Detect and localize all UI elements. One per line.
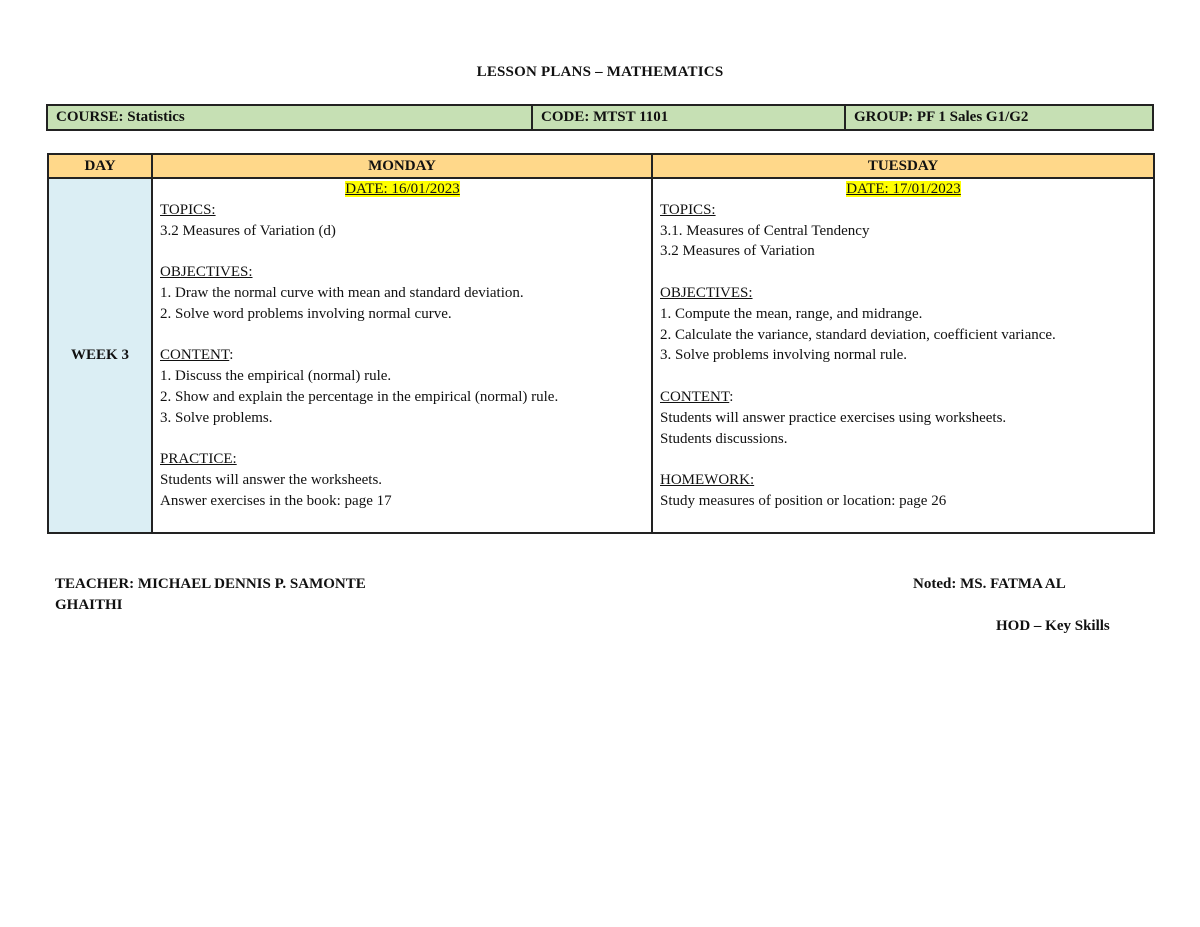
tuesday-topics-heading: TOPICS: bbox=[660, 201, 716, 218]
teacher-name: TEACHER: MICHAEL DENNIS P. SAMONTE bbox=[55, 576, 366, 592]
tuesday-topic-item: 3.1. Measures of Central Tendency bbox=[660, 222, 870, 239]
monday-objectives-heading: OBJECTIVES: bbox=[160, 264, 253, 281]
week-label: WEEK 3 bbox=[48, 178, 152, 533]
tuesday-homework-item: Study measures of position or location: page 26 bbox=[660, 492, 947, 509]
tuesday-objective-item: 1. Compute the mean, range, and midrange. bbox=[660, 305, 923, 322]
monday-objective-item: 2. Solve word problems involving normal curve. bbox=[160, 305, 452, 322]
monday-content-item: 1. Discuss the empirical (normal) rule. bbox=[160, 368, 392, 385]
monday-content-item: 3. Solve problems. bbox=[160, 409, 273, 426]
monday-objective-item: 1. Draw the normal curve with mean and standard deviation. bbox=[160, 284, 524, 301]
monday-content-item: 2. Show and explain the percentage in the empirical (normal) rule. bbox=[160, 388, 559, 405]
group-cell: GROUP: PF 1 Sales G1/G2 bbox=[845, 105, 1153, 130]
course-info-table bbox=[46, 104, 1154, 131]
tuesday-date: DATE: 17/01/2023 bbox=[846, 181, 961, 197]
tuesday-topic-item: 3.2 Measures of Variation bbox=[660, 243, 815, 260]
document-title: LESSON PLANS – MATHEMATICS bbox=[476, 64, 724, 80]
tuesday-content-item: Students will answer practice exercises using worksheets. bbox=[660, 409, 1007, 426]
header-tuesday: TUESDAY bbox=[652, 154, 1154, 178]
course-cell: COURSE: Statistics bbox=[47, 105, 532, 130]
monday-topics-heading: TOPICS: bbox=[160, 201, 216, 218]
code-cell: CODE: MTST 1101 bbox=[532, 105, 845, 130]
tuesday-cell: DATE: 17/01/2023 TOPICS: 3.1. Measures of Central Tendency 3.2 Measures of Variation OBJECTIVES: 1. Compute the mean, range, and midrange. 2. Calculate the variance, standard deviation, coefficient variance. 3. Solve problems involving normal rule. CONTENT: Students will answer practice exercises using worksheets. Students discussions. HOMEWORK: Study measures of position or location: page 26 bbox=[652, 178, 1154, 533]
header-day: DAY bbox=[48, 154, 152, 178]
header-monday: MONDAY bbox=[152, 154, 652, 178]
monday-content-heading: CONTENT bbox=[160, 347, 230, 364]
tuesday-homework-heading: HOMEWORK: bbox=[660, 472, 755, 489]
hod-title: HOD – Key Skills bbox=[996, 618, 1110, 634]
monday-practice-item: Answer exercises in the book: page 17 bbox=[160, 492, 392, 509]
tuesday-objective-item: 2. Calculate the variance, standard deviation, coefficient variance. bbox=[660, 326, 1056, 343]
monday-topic-item: 3.2 Measures of Variation (d) bbox=[160, 222, 336, 239]
lesson-plan-table bbox=[47, 153, 1155, 534]
monday-date: DATE: 16/01/2023 bbox=[345, 181, 460, 197]
monday-practice-item: Students will answer the worksheets. bbox=[160, 472, 383, 489]
tuesday-content-heading: CONTENT bbox=[660, 388, 730, 405]
tuesday-objective-item: 3. Solve problems involving normal rule. bbox=[660, 347, 908, 364]
teacher-name-continued: GHAITHI bbox=[55, 597, 123, 613]
monday-cell: DATE: 16/01/2023 TOPICS: 3.2 Measures of Variation (d) OBJECTIVES: 1. Draw the normal curve with mean and standard deviation. 2. Solve word problems involving normal curve. CONTENT: 1. Discuss the empirical (normal) rule. 2. Show and explain the percentage in the empirical (normal) rule. 3. Solve problems. PRACTICE: Students will answer the worksheets. Answer exercises in the book: page 17 bbox=[152, 178, 652, 533]
noted-by: Noted: MS. FATMA AL bbox=[913, 576, 1066, 592]
tuesday-content-item: Students discussions. bbox=[660, 430, 788, 447]
monday-practice-heading: PRACTICE: bbox=[160, 451, 237, 468]
tuesday-objectives-heading: OBJECTIVES: bbox=[660, 284, 753, 301]
